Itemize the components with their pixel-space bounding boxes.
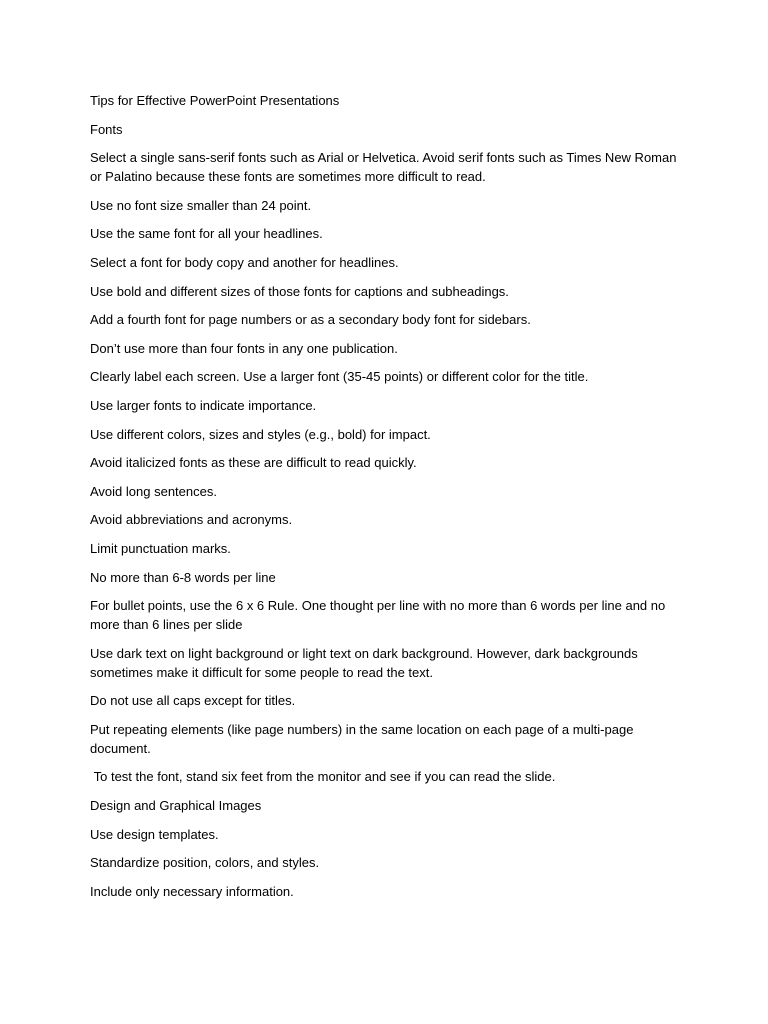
- document-body: [90, 91, 680, 910]
- section-heading-fonts: Fonts: [90, 121, 123, 137]
- paragraph: Use no font size smaller than 24 point.: [90, 197, 312, 213]
- paragraph: Avoid italicized fonts as these are difficult to read quickly.: [90, 455, 417, 471]
- paragraph: No more than 6-8 words per line: [90, 569, 276, 585]
- section-heading-design: Design and Graphical Images: [90, 798, 262, 814]
- paragraph: Don’t use more than four fonts in any one publication.: [90, 340, 398, 356]
- paragraph: Use different colors, sizes and styles (e.g., bold) for impact.: [90, 426, 431, 442]
- paragraph: Limit punctuation marks.: [90, 540, 231, 556]
- paragraph: To test the font, stand six feet from the monitor and see if you can read the slide.: [90, 769, 556, 785]
- paragraph: Include only necessary information.: [90, 883, 294, 899]
- paragraph: Clearly label each screen. Use a larger font (35-45 points) or different color for the title.: [90, 369, 589, 385]
- paragraph: Do not use all caps except for titles.: [90, 693, 296, 709]
- paragraph: Use the same font for all your headlines.: [90, 226, 323, 242]
- paragraph: Put repeating elements (like page numbers) in the same location on each page of a multi-page document.: [90, 721, 638, 756]
- paragraph: Add a fourth font for page numbers or as a secondary body font for sidebars.: [90, 312, 531, 328]
- paragraph: Avoid abbreviations and acronyms.: [90, 512, 293, 528]
- paragraph: Avoid long sentences.: [90, 483, 217, 499]
- paragraph: Select a single sans-serif fonts such as Arial or Helvetica. Avoid serif fonts such as Times New Roman or Palatino because these fonts are sometimes more difficult to read.: [90, 150, 681, 185]
- paragraph: Use bold and different sizes of those fonts for captions and subheadings.: [90, 283, 509, 299]
- paragraph: Standardize position, colors, and styles.: [90, 855, 320, 871]
- paragraph: For bullet points, use the 6 x 6 Rule. One thought per line with no more than 6 words per line and no more than 6 lines per slide: [90, 598, 669, 633]
- paragraph: Use design templates.: [90, 826, 219, 842]
- paragraph: Use dark text on light background or light text on dark background. However, dark backgrounds sometimes make it difficult for some people to read the text.: [90, 645, 642, 680]
- paragraph: Select a font for body copy and another for headlines.: [90, 254, 399, 270]
- paragraph: Use larger fonts to indicate importance.: [90, 397, 317, 413]
- document-title: Tips for Effective PowerPoint Presentations: [90, 93, 340, 108]
